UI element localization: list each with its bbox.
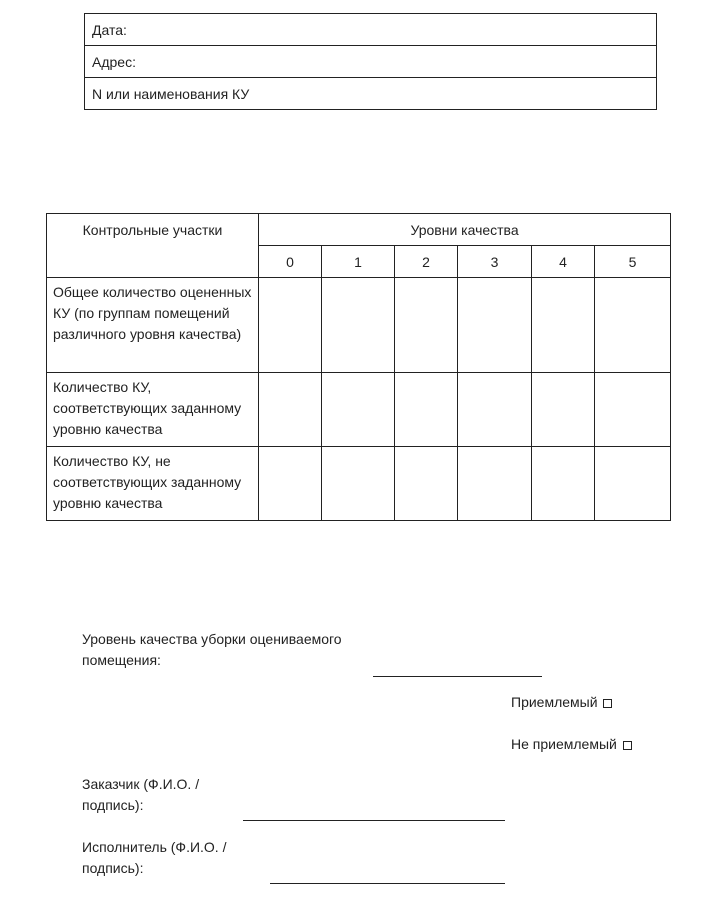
ku-field[interactable]: N или наименования КУ <box>85 78 657 110</box>
quality-table <box>46 213 671 521</box>
table-cell[interactable] <box>595 447 671 521</box>
table-cell[interactable] <box>322 278 395 373</box>
not-acceptable-label: Не приемлемый <box>511 736 617 752</box>
table-cell[interactable] <box>532 447 595 521</box>
table-cell[interactable] <box>532 278 595 373</box>
header-quality-levels: Уровни качества <box>259 214 671 246</box>
table-cell[interactable] <box>395 373 458 447</box>
acceptable-checkbox[interactable] <box>603 699 612 708</box>
table-cell[interactable] <box>322 447 395 521</box>
table-cell[interactable] <box>595 278 671 373</box>
row-label-total: Общее количество оцененных КУ (по группам помещений различного уровня качества) <box>47 278 259 373</box>
info-table <box>84 13 657 110</box>
level-0: 0 <box>259 246 322 278</box>
quality-level-signature-line[interactable] <box>373 676 542 677</box>
table-cell[interactable] <box>259 373 322 447</box>
table-cell[interactable] <box>458 447 532 521</box>
contractor-label: Исполнитель (Ф.И.О. / подпись): <box>82 839 227 876</box>
level-1: 1 <box>322 246 395 278</box>
table-cell[interactable] <box>395 447 458 521</box>
level-4: 4 <box>532 246 595 278</box>
row-label-noncompliant: Количество КУ, не соответствующих заданному уровню качества <box>47 447 259 521</box>
date-field[interactable]: Дата: <box>85 14 657 46</box>
row-label-compliant: Количество КУ, соответствующих заданному уровню качества <box>47 373 259 447</box>
customer-signature-line[interactable] <box>243 820 505 821</box>
table-cell[interactable] <box>259 278 322 373</box>
table-row <box>47 447 671 521</box>
table-cell[interactable] <box>322 373 395 447</box>
contractor-signature-line[interactable] <box>270 883 505 884</box>
acceptable-option <box>511 692 612 713</box>
table-cell[interactable] <box>395 278 458 373</box>
table-cell[interactable] <box>458 373 532 447</box>
acceptable-label: Приемлемый <box>511 694 598 710</box>
header-control-sections: Контрольные участки <box>47 214 259 278</box>
level-3: 3 <box>458 246 532 278</box>
quality-level-label: Уровень качества уборки оцениваемого помещения: <box>82 631 342 668</box>
table-row <box>47 373 671 447</box>
table-row <box>47 278 671 373</box>
table-cell[interactable] <box>595 373 671 447</box>
table-cell[interactable] <box>458 278 532 373</box>
level-5: 5 <box>595 246 671 278</box>
not-acceptable-option <box>511 734 632 755</box>
address-field[interactable]: Адрес: <box>85 46 657 78</box>
level-2: 2 <box>395 246 458 278</box>
not-acceptable-checkbox[interactable] <box>623 741 632 750</box>
table-cell[interactable] <box>259 447 322 521</box>
customer-label: Заказчик (Ф.И.О. / подпись): <box>82 776 200 813</box>
table-cell[interactable] <box>532 373 595 447</box>
